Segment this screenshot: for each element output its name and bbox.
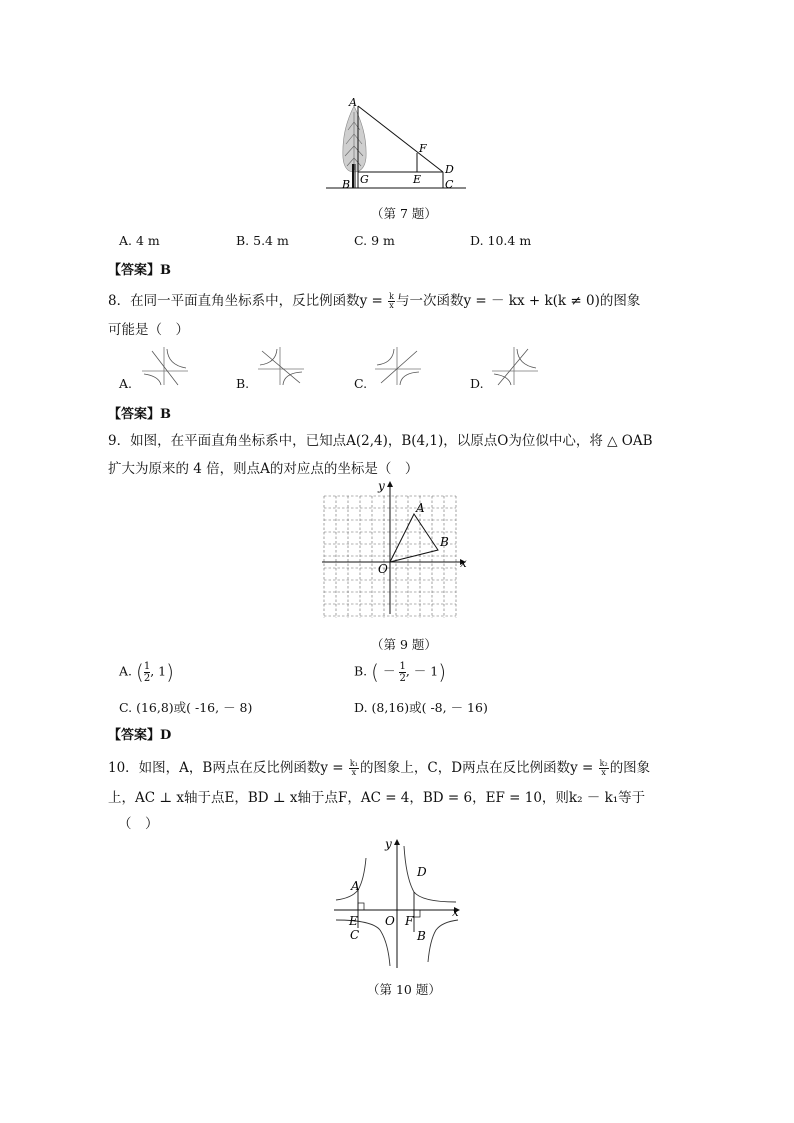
tree-illustration (343, 106, 366, 172)
q9-stem-line1: 9．如图，在平面直角坐标系中，已知点A(2,4)，B(4,1)，以原点O为位似中心，将 △ OAB (108, 433, 653, 449)
q10-stem-line3: （ ） (118, 816, 159, 832)
q7-answer: 【答案】B (108, 263, 171, 278)
label-B: B (417, 929, 426, 943)
q10-fraction-1: $\frac{\text{k₁}}{x}$ (349, 759, 358, 777)
label-y: y (378, 479, 385, 493)
label-C: C (350, 928, 360, 942)
q9-option-a: A. ( $\frac{1}{2}$ , 1) (119, 660, 174, 684)
q9-option-c: C. (16,8)或( -16, － 8) (119, 700, 253, 715)
q7-option-d: D. 10.4 m (470, 233, 532, 248)
q10-stem-line2: 上，AC ⊥ x轴于点E，BD ⊥ x轴于点F，AC = 4，BD = 6，EF = 10，则k₂ － k₁等于 (108, 790, 646, 806)
q8-graph-c (373, 345, 423, 387)
label-B: B (440, 535, 449, 549)
q8-graph-b (256, 345, 306, 387)
q10-hyperbola-figure (330, 836, 465, 971)
q9-stem-line2: 扩大为原来的 4 倍，则点A的对应点的坐标是（ ） (108, 461, 419, 477)
q8-answer: 【答案】B (108, 407, 171, 422)
label-A: A (351, 879, 360, 893)
label-E: E (413, 173, 422, 186)
q10-fraction-2: $\frac{\text{k₂}}{x}$ (599, 759, 608, 777)
q8-option-a: A. (119, 376, 133, 391)
q9-caption: （第 9 题） (371, 637, 437, 652)
q8-option-c: C. (354, 376, 368, 391)
q8-stem-line2: 可能是（ ） (108, 322, 189, 338)
label-D: D (417, 865, 427, 879)
label-B: B (342, 178, 351, 191)
q8-stem-line1: 8．在同一平面直角坐标系中，反比例函数y = $\frac{k}{x}$ 与一次函数y = － kx + k(k ≠ 0)的图象 (108, 292, 641, 310)
label-D: D (445, 163, 454, 176)
q9-coordinate-figure (320, 478, 475, 618)
q7-figure (320, 92, 470, 197)
label-x: x (452, 905, 459, 919)
q10-stem-line1: 10．如图，A，B两点在反比例函数y = $\frac{\text{k₁}}{x}$ 的图象上，C，D两点在反比例函数y = $\frac{\text{k₂}}{x}$ 的图象 (108, 759, 651, 777)
q10-caption: （第 10 题） (367, 982, 441, 997)
q7-option-a: A. 4 m (119, 233, 160, 248)
label-G: G (360, 173, 369, 186)
q8-option-d: D. (470, 376, 484, 391)
label-O: O (378, 562, 388, 576)
label-A: A (349, 96, 357, 109)
q7-option-b: B. 5.4 m (236, 233, 289, 248)
q8-graph-d (490, 345, 540, 387)
q8-fraction: $\frac{k}{x}$ (389, 292, 394, 310)
q9-answer: 【答案】D (108, 728, 172, 743)
q8-graph-a (140, 345, 190, 387)
q8-option-b: B. (236, 376, 250, 391)
label-C: C (445, 178, 454, 191)
label-O: O (385, 914, 395, 928)
label-F: F (419, 142, 427, 155)
label-F: F (405, 914, 414, 928)
label-y: y (385, 837, 392, 851)
q7-caption: （第 7 题） (371, 206, 437, 221)
label-A: A (416, 501, 425, 515)
q9-option-b: B. ( － $\frac{1}{2}$ , － 1) (354, 660, 447, 684)
label-E: E (349, 914, 358, 928)
q9-option-d: D. (8,16)或( -8, － 16) (354, 700, 488, 715)
label-x: x (460, 556, 467, 570)
q7-option-c: C. 9 m (354, 233, 395, 248)
